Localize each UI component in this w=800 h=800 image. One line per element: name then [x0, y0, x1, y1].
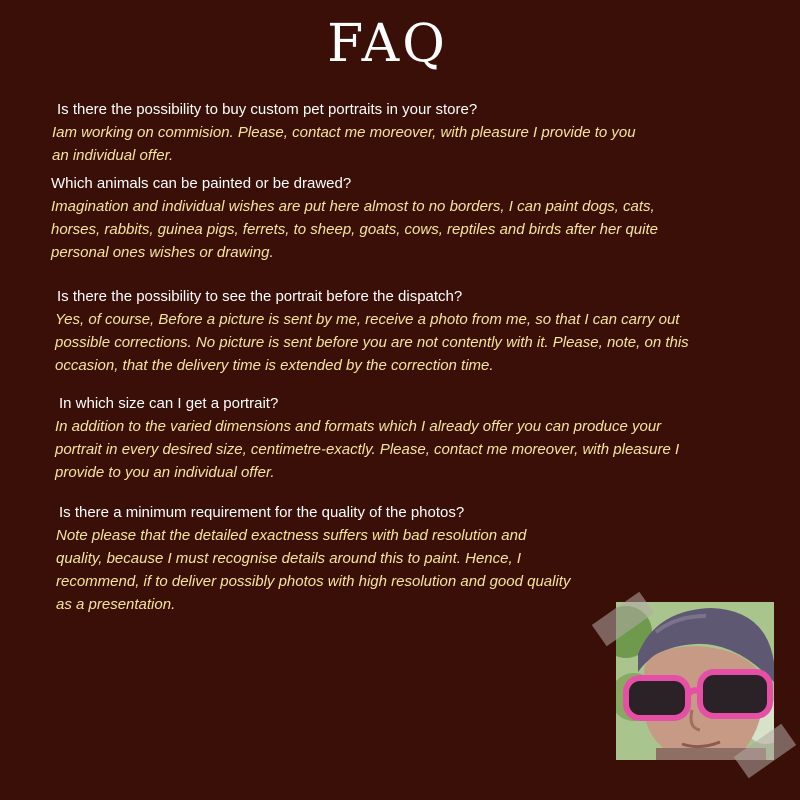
faq-question: Which animals can be painted or be drawed? — [51, 175, 352, 192]
faq-item — [56, 502, 596, 616]
portrait-illustration — [616, 602, 774, 760]
faq-answer-line: quality, because I must recognise details around this to paint. Hence, I — [56, 550, 521, 567]
artist-photo-frame — [616, 602, 774, 760]
page-title: FAQ — [327, 14, 448, 74]
faq-answer-line: as a presentation. — [56, 596, 176, 613]
faq-item — [55, 286, 755, 377]
faq-answer-line: personal ones wishes or drawing. — [51, 244, 274, 261]
artist-photo — [616, 602, 774, 760]
faq-answer-line: occasion, that the delivery time is extended by the correction time. — [55, 357, 494, 374]
faq-answer-line: Imagination and individual wishes are put here almost to no borders, I can paint dogs, cats, — [51, 198, 655, 215]
faq-answer-line: Iam working on commision. Please, contact me moreover, with pleasure I provide to you — [52, 124, 636, 141]
faq-answer-line: possible corrections. No picture is sent before you are not contently with it. Please, note, on this — [55, 334, 689, 351]
faq-question: Is there a minimum requirement for the quality of the photos? — [59, 504, 465, 521]
faq-answer-line: an individual offer. — [52, 147, 174, 164]
faq-question: Is there the possibility to see the portrait before the dispatch? — [57, 288, 463, 305]
faq-answer-line: recommend, if to deliver possibly photos with high resolution and good quality — [56, 573, 571, 590]
faq-item — [55, 393, 755, 484]
faq-item — [51, 173, 751, 264]
faq-answer-line: In addition to the varied dimensions and formats which I already offer you can produce your — [55, 418, 662, 435]
faq-answer-line: horses, rabbits, guinea pigs, ferrets, to sheep, goats, cows, reptiles and birds after her quite — [51, 221, 658, 238]
faq-answer-line: Yes, of course, Before a picture is sent by me, receive a photo from me, so that I can carry out — [55, 311, 680, 328]
faq-answer-line: provide to you an individual offer. — [55, 464, 275, 481]
faq-question: Is there the possibility to buy custom pet portraits in your store? — [57, 101, 478, 118]
faq-answer-line: portrait in every desired size, centimetre-exactly. Please, contact me moreover, with pleasure I — [55, 441, 680, 458]
faq-answer-line: Note please that the detailed exactness suffers with bad resolution and — [56, 527, 527, 544]
faq-question: In which size can I get a portrait? — [59, 395, 279, 412]
faq-item — [52, 99, 742, 167]
